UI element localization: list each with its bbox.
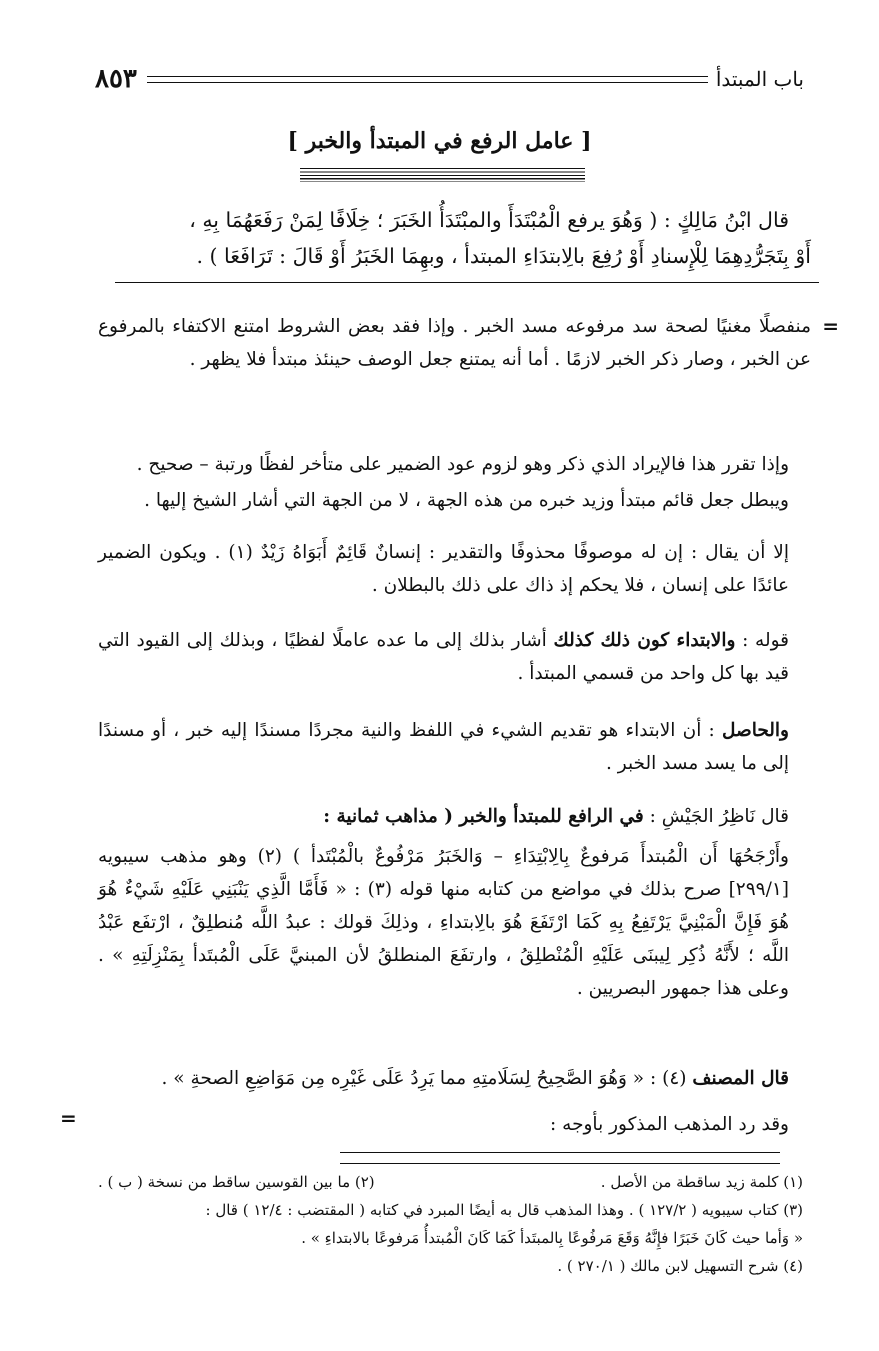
footnote-row-1-2 [98,1168,803,1196]
paragraph-2: وإذا تقرر هذا فالإيراد الذي ذكر وهو لزوم عود الضمير على متأخر لفظًا ورتبة – صحيح . [136,454,789,475]
footnote-3: (٣) كتاب سيبويه ( ١٢٧/٢ ) . وهذا المذهب قال به أيضًا المبرد في كتابه ( المقتضب : ١٢/٤ ) قال : [205,1201,803,1219]
p7-bold: في الرافع للمبتدأ والخبر ( مذاهب ثمانية : [323,806,644,827]
quote-line-1: قال ابْنُ مَالِكٍ : ( وَهُوَ يرفع الْمُبْتَدَأَ والمبْتَدَأُ الخَبَرَ ؛ خِلَافًا لِمَنْ رَفَعَهُمَا بِهِ ، [189,208,789,232]
continuation-mark: = [822,314,839,338]
footnote-2: (٢) ما بين القوسين ساقط من نسخة ( ب ) . [98,1173,375,1191]
footnote-3-continued: « وَأما حيث كَانَ خَبَرًا فإِنَّهُ وَقَعَ مَرفُوعًا بِالمبتَدأ كَمَا كَانَ الْمُبتدأُ مَرفوعًا بالابتداءِ » . [301,1229,803,1247]
running-header [95,62,804,96]
p9-rest: (٤) : « وَهُوَ الصَّحِيحُ لِسَلَامتِهِ مما يَرِدُ عَلَى غَيْرِه مِن مَوَاضِعِ الصحةِ » . [161,1068,693,1089]
page-number: ٨٥٣ [95,64,137,94]
footnote-rule [340,1152,780,1164]
paragraph-9 [98,1062,811,1095]
matn-quote [105,202,811,283]
p7-lead: قال نَاظِرُ الجَيْشِ : [643,806,789,827]
paragraph-10: وقد رد المذهب المذكور بأوجه : [550,1114,789,1135]
paragraph-7 [98,800,811,833]
quote-divider [115,282,819,283]
paragraph-6 [98,714,811,780]
p5-rest: أشار بذلك إلى ما عده عاملًا لفظيًا ، وبذلك إلى القيود التي قيد بها كل واحد من قسمي المبتدأ . [98,630,789,684]
quote-line-2: أَوْ بِتَجَرُّدِهِمَا لِلْإِسنادِ أَوْ رُفِعَ بالِابتدَاءِ المبتدأ ، وبهِمَا الخَبَرُ أَوْ قَالَ : تَرَافَعَا ) . [196,244,811,268]
footnotes [98,1168,803,1280]
paragraph-3: ويبطل جعل قائم مبتدأ وزيد خبره من هذه الجهة ، لا من الجهة التي أشار الشيخ إليها . [144,490,789,511]
p9-bold: قال المصنف [692,1068,789,1089]
p6-term: والحاصل [721,720,789,741]
paragraph-4: إلا أن يقال : إن له موصوفًا محذوفًا والتقدير : إنسانٌ قَائِمٌ أَبَوَاهُ زَيْدٌ (١) . ويكون الضمير عائدًا على إنسان ، فلا يحكم إذ ذاك على ذلك بالبطلان . [98,542,789,596]
paragraph-1: منفصلًا مغنيًا لصحة سد مرفوعه مسد الخبر . وإذا فقد بعض الشروط امتنع الاكتفاء بالمرفوع عن الخبر ، وصار ذكر الخبر لازمًا . أما أنه يمتنع جعل الوصف حينئذ مبتدأ فلا يظهر . [98,316,811,370]
paragraph-5 [98,624,811,690]
paragraph-8: وأَرْجَحُهَا أَن الْمُبتدأَ مَرفوعٌ بِالِابْتِدَاءِ – وَالخَبَرُ مَرْفُوعٌ بالْمُبْتَدأ ) (٢) وهو مذهب سيبويه [٢٩٩/١] صرح بذلك في مواضع من كتابه منها قوله (٣) : « فَأَمَّا الَّذِي يَنْبَنِي عَلَيْهِ شَيْءٌ هُوَ هُوَ فَإِنَّ الْمَبْنِيَّ يَرْتَفِعُ بِهِ كَمَا ارْتَفَعَ هُوَ بالِابتداءِ ، وذلِكَ قولك : عبدُ اللَّه مُنطلِقٌ ، ارْتفَع عَبْدُ اللَّه ؛ لأَنَّهُ ذُكِر لِيبنَى عَلَيْهِ الْمُنْطلِقُ ، وارتفَعَ المنطلقُ لأن المبنيَّ عَلَى الْمُبتَدأ بِمَنْزِلَتِهِ » . وعلى هذا جمهور البصريين . [98,846,789,999]
p5-lead: قوله : [735,630,790,651]
running-header-chapter: باب المبتدأ [715,67,804,91]
footnote-1: (١) كلمة زيد ساقطة من الأصل . [600,1173,803,1191]
p5-quoted-term: والابتداء كون ذلك كذلك [553,630,736,651]
header-rule [147,76,708,83]
heading-underline [300,168,585,182]
p6-rest: : أن الابتداء هو تقديم الشيء في اللفظ والنية مجردًا مسندًا إليه خبر ، أو مسندًا إلى ما يسد مسد الخبر . [98,720,789,774]
section-heading: [ عامل الرفع في المبتدأ والخبر ] [287,128,592,154]
continuation-mark-bottom: = [60,1106,77,1130]
footnote-4: (٤) شرح التسهيل لابن مالك ( ٢٧٠/١ ) . [557,1257,803,1275]
